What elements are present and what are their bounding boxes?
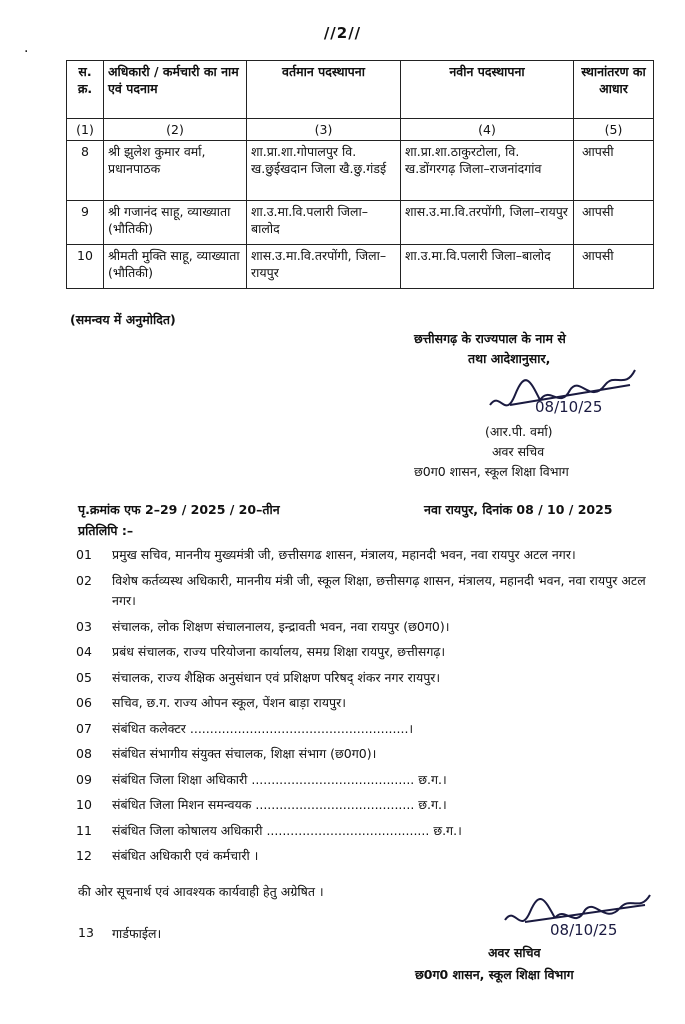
signature-1-date: 08/10/25 [535,398,603,416]
page-number: //2// [323,24,362,42]
list-item [76,693,666,714]
copy-text: विशेष कर्तव्यस्थ अधिकारी, माननीय मंत्री जी, स्कूल शिक्षा, छत्तीसगढ़ शासन, मंत्रालय, महानदी भवन, नवा रायपुर अटल नगर। [112,572,646,608]
item-13-text: गार्डफाईल। [112,926,162,941]
list-item [76,642,666,663]
list-item [76,770,666,791]
row-sn: 10 [67,245,104,289]
row-sn: 9 [67,201,104,245]
bottom-designation: अवर सचिव [488,945,541,960]
signature-1 [480,350,650,430]
copy-text: संचालक, राज्य शैक्षिक अनुसंधान एवं प्रशिक्षण परिषद् शंकर नगर रायपुर। [112,669,441,685]
copy-number: 05 [76,669,92,685]
copy-number: 06 [76,695,92,710]
row-basis: आपसी [574,201,654,245]
list-item [76,821,666,842]
coordination-note: (समन्वय में अनुमोदित) [70,312,176,327]
list-item [76,719,666,740]
item-13-number: 13 [78,925,94,940]
copy-number: 02 [76,572,92,588]
table-row [67,141,654,201]
copy-number: 03 [76,618,92,634]
row-current-posting: शा.प्रा.शा.गोपालपुर वि. ख.छुईखदान जिला खै.छु.गंडई [247,141,401,201]
list-item [76,795,666,816]
copy-text: सचिव, छ.ग. राज्य ओपन स्कूल, पेंशन बाड़ा रायपुर। [112,695,346,710]
signatory-designation: अवर सचिव [492,444,545,459]
copy-text: संबंधित कलेक्टर .......................................................। [112,720,414,736]
copy-number: 09 [76,771,92,787]
row-new-posting: शास.उ.मा.वि.तरपोंगी, जिला–रायपुर [401,201,574,245]
list-item [76,571,666,612]
colnum-4: (4) [401,119,574,141]
colnum-3: (3) [247,119,401,141]
governor-line-2: तथा आदेशानुसार, [468,351,551,366]
copy-heading: प्रतिलिपि :– [78,523,134,538]
header-current-posting: वर्तमान पदस्थापना [247,61,401,119]
copy-number: 12 [76,848,92,863]
table-column-number-row [67,119,654,141]
copy-number: 04 [76,644,92,659]
row-name: श्री गजानंद साहू, व्याख्याता (भौतिकी) [104,201,247,245]
copy-text: संबंधित अधिकारी एवं कर्मचारी । [112,848,259,863]
row-name: श्रीमती मुक्ति साहू, व्याख्याता (भौतिकी) [104,245,247,289]
list-item [76,744,666,765]
forward-note: की ओर सूचनार्थ एवं आवश्यक कार्यवाही हेतु अग्रेषित । [78,884,324,899]
colnum-2: (2) [104,119,247,141]
header-transfer-basis: स्थानांतरण का आधार [574,61,654,119]
copy-text: प्रबंध संचालक, राज्य परियोजना कार्यालय, समग्र शिक्षा रायपुर, छत्तीसगढ़। [112,644,446,659]
colnum-1: (1) [67,119,104,141]
scan-mark: · [24,44,29,60]
copy-number: 07 [76,720,92,736]
table-row [67,245,654,289]
signatory-name: (आर.पी. वर्मा) [485,424,553,439]
header-new-posting: नवीन पदस्थापना [401,61,574,119]
governor-line-1: छत्तीसगढ़ के राज्यपाल के नाम से [414,331,566,346]
bottom-department: छ0ग0 शासन, स्कूल शिक्षा विभाग [415,967,574,982]
copy-number: 01 [76,547,92,562]
copy-text: संबंधित जिला कोषालय अधिकारी ......................................... छ.ग.। [112,822,462,838]
copy-text: प्रमुख सचिव, माननीय मुख्यमंत्री जी, छत्तीसगढ शासन, मंत्रालय, महानदी भवन, नवा रायपुर अटल नगर। [112,547,576,562]
copy-number: 11 [76,822,92,838]
copy-list [76,545,666,872]
copy-text: संबंधित जिला शिक्षा अधिकारी ......................................... छ.ग.। [112,771,447,787]
copy-text: संबंधित जिला मिशन समन्वयक ........................................ छ.ग.। [112,797,447,812]
copy-number: 08 [76,746,92,761]
signature-2-date: 08/10/25 [550,921,618,939]
row-current-posting: शास.उ.मा.वि.तरपोंगी, जिला–रायपुर [247,245,401,289]
row-new-posting: शा.उ.मा.वि.पलारी जिला–बालोद [401,245,574,289]
memo-number: पृ.क्रमांक एफ 2–29 / 2025 / 20–तीन [78,502,280,517]
list-item [76,617,666,638]
memo-place-date: नवा रायपुर, दिनांक 08 / 10 / 2025 [424,502,613,517]
transfer-table [66,60,654,289]
copy-text: संबंधित संभागीय संयुक्त संचालक, शिक्षा संभाग (छ0ग0)। [112,746,377,761]
table-header-row [67,61,654,119]
list-item [76,846,666,867]
colnum-5: (5) [574,119,654,141]
list-item [76,545,666,566]
row-sn: 8 [67,141,104,201]
table-row [67,201,654,245]
copy-text: संचालक, लोक शिक्षण संचालनालय, इन्द्रावती भवन, नवा रायपुर (छ0ग0)। [112,618,450,634]
header-name: अधिकारी / कर्मचारी का नाम एवं पदनाम [104,61,247,119]
signatory-department: छ0ग0 शासन, स्कूल शिक्षा विभाग [414,464,569,479]
row-new-posting: शा.प्रा.शा.ठाकुरटोला, वि. ख.डोंगरगढ़ जिला–राजनांदगांव [401,141,574,201]
copy-number: 10 [76,797,92,812]
row-name: श्री झुलेश कुमार वर्मा, प्रधानपाठक [104,141,247,201]
list-item [76,668,666,689]
row-current-posting: शा.उ.मा.वि.पलारी जिला–बालोद [247,201,401,245]
row-basis: आपसी [574,141,654,201]
row-basis: आपसी [574,245,654,289]
header-sn: स. क्र. [67,61,104,119]
